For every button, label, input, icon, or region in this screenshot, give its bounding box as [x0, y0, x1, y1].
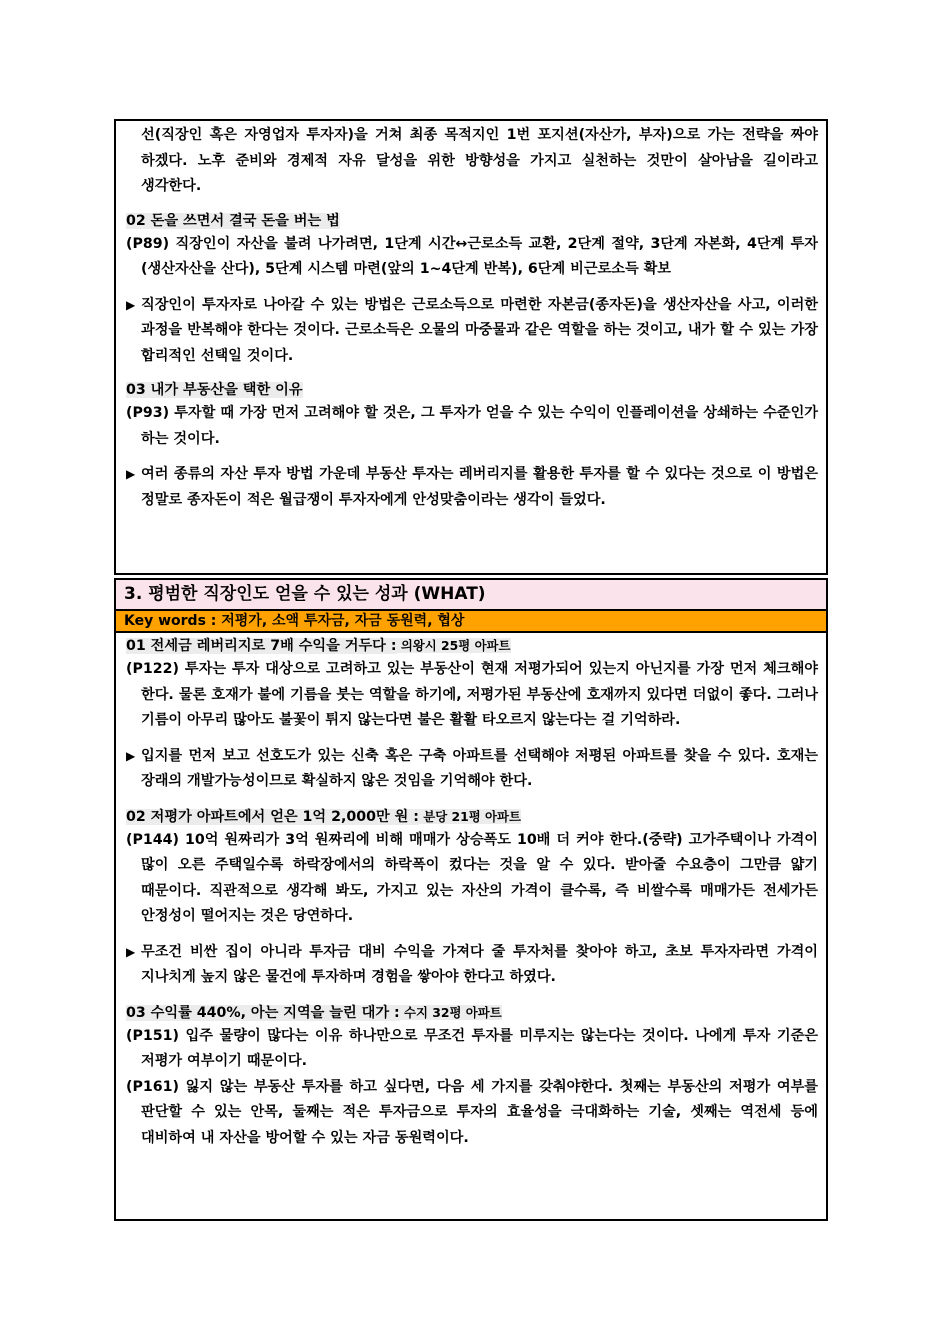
intro-paragraph: 선(직장인 혹은 자영업자 투자자)을 거쳐 최종 목적지인 1번 포지션(자산가, 부자)으로 가는 전략을 짜야 하겠다. 노후 준비와 경제적 자유 달성을 위한 방향성을 가지고 실천하는 것만이 살아남을 길이라고 생각한다. [141, 127, 818, 194]
bullet-note-02: ▶ 직장인이 투자자로 나아갈 수 있는 방법은 근로소득으로 마련한 자본금(종자돈)을 생산자산을 사고, 이러한 과정을 반복해야 한다는 것이다. 근로소득은 오물의 마중물과 같은 역할을 하는 것이고, 내가 할 수 있는 가장 합리적인 선택일 것이다. [126, 293, 818, 370]
triangle-bullet-icon: ▶ [126, 748, 136, 763]
section-heading-03: 03 내가 부동산을 택한 이유 [126, 382, 303, 398]
quote-p151: (P151) 입주 물량이 많다는 이유 하나만으로 무조건 투자를 미루지는 않는다는 것이다. 나에게 투자 기준은 저평가 여부이기 때문이다. [126, 1027, 818, 1069]
case-heading-01: 01 전세금 레버리지로 7배 수익을 거두다 : 의왕시 25평 아파트 [126, 638, 511, 654]
section-title: 3. 평범한 직장인도 얻을 수 있는 성과 (WHAT) [116, 580, 826, 611]
case-heading-02: 02 저평가 아파트에서 얻은 1억 2,000만 원 : 분당 21평 아파트 [126, 808, 521, 825]
summary-box-part3 [114, 578, 828, 1221]
quote-p122: (P122) 투자는 투자 대상으로 고려하고 있는 부동산이 현재 저평가되어 있는지 아닌지를 가장 먼저 체크해야 한다. 물론 호재가 불에 기름을 붓는 역할을 하기에, 저평가된 부동산에 호재까지 있다면 더없이 좋다. 그러나 기름이 아무리 많아도 불꽃이 튀지 않는다면 불은 활활 타오르지 않는다는 걸 기억하라. [126, 661, 818, 728]
keywords-bar: Key words : 저평가, 소액 투자금, 자금 동원력, 협상 [116, 611, 826, 633]
triangle-bullet-icon: ▶ [126, 297, 136, 312]
quote-p93: (P93) 투자할 때 가장 먼저 고려해야 할 것은, 그 투자가 얻을 수 있는 수익이 인플레이션을 상쇄하는 수준인가 하는 것이다. [126, 405, 818, 447]
bullet-note-case01: ▶ 입지를 먼저 보고 선호도가 있는 신축 혹은 구축 아파트를 선택해야 저평된 아파트를 찾을 수 있다. 호재는 장래의 개발가능성이므로 확실하지 않은 것임을 기억해야 한다. [126, 744, 818, 795]
bullet-note-case02: ▶ 무조건 비싼 집이 아니라 투자금 대비 수익을 가져다 줄 투자처를 찾아야 하고, 초보 투자자라면 가격이 지나치게 높지 않은 물건에 투자하며 경험을 쌓아야 한다고 하였다. [126, 940, 818, 991]
case-heading-03: 03 수익률 440%, 아는 지역을 늘린 대가 : 수지 32평 아파트 [126, 1004, 502, 1021]
quote-p89: (P89) 직장인이 자산을 불려 나가려면, 1단계 시간↔근로소득 교환, 2단계 절약, 3단계 자본화, 4단계 투자(생산자산을 산다), 5단계 시스템 마련(앞의 1~4단계 반복), 6단계 비근로소득 확보 [126, 235, 818, 277]
triangle-bullet-icon: ▶ [126, 467, 136, 481]
triangle-bullet-icon: ▶ [126, 944, 136, 959]
summary-box-part2 [114, 119, 828, 575]
section-heading-02: 02 돈을 쓰면서 결국 돈을 버는 법 [126, 212, 340, 229]
quote-p144: (P144) 10억 원짜리가 3억 원짜리에 비해 매매가 상승폭도 10배 더 커야 한다.(중략) 고가주택이나 가격이 많이 오른 주택일수록 하락장에서의 하락폭이 컸다는 것을 알 수 있다. 받아줄 수요층이 그만큼 얇기 때문이다. 직관적으로 생각해 봐도, 가지고 있는 자산의 가격이 클수록, 즉 비쌀수록 매매가든 전세가든 안정성이 떨어지는 것은 당연하다. [126, 831, 818, 924]
quote-p161: (P161) 잃지 않는 부동산 투자를 하고 싶다면, 다음 세 가지를 갖춰야한다. 첫째는 부동산의 저평가 여부를 판단할 수 있는 안목, 둘째는 적은 투자금으로 투자의 효율성을 극대화하는 기술, 셋째는 역전세 등에 대비하여 내 자산을 방어할 수 있는 자금 동원력이다. [126, 1078, 818, 1146]
bullet-note-03: ▶ 여러 종류의 자산 투자 방법 가운데 부동산 투자는 레버리지를 활용한 투자를 할 수 있다는 것으로 이 방법은 정말로 종자돈이 적은 월급쟁이 투자자에게 안성맞춤이라는 생각이 들었다. [126, 462, 818, 513]
